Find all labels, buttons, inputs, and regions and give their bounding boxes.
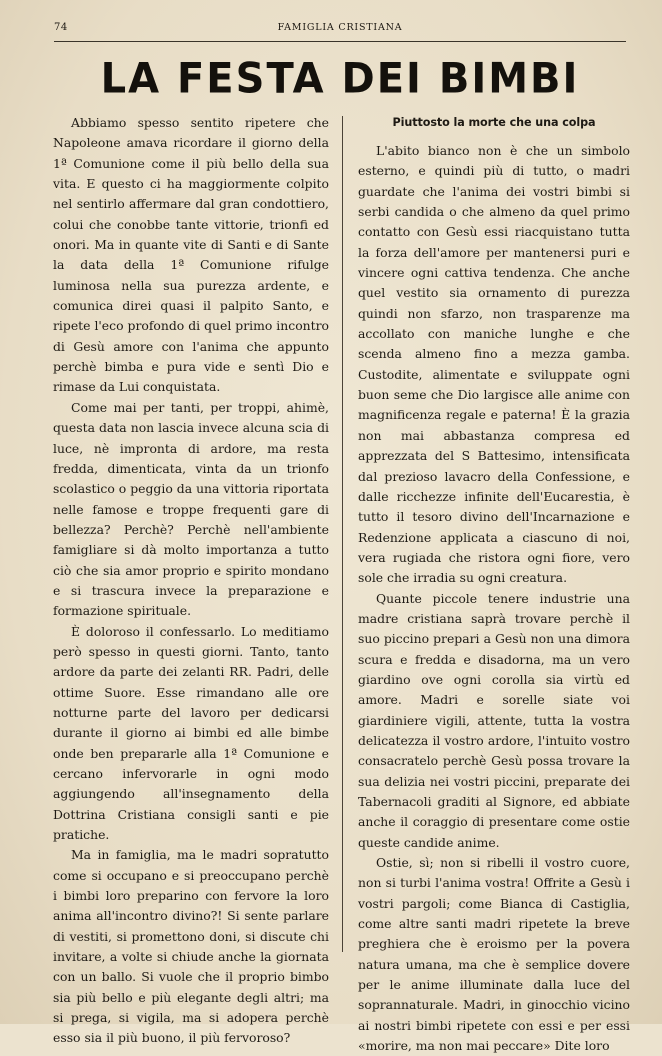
right-column	[358, 113, 630, 1056]
header-rule	[54, 41, 626, 42]
article-title: LA FESTA DEI BIMBI	[100, 54, 580, 104]
column-divider	[342, 116, 343, 952]
paragraph: Ma in famiglia, ma le madri sopratutto come si occupano e si preoccupano perchè i bimbi loro preparino con fervore la loro anima all'incontro divino?! Si sente parlare di vestiti, si promettono doni, si discute chi invitare, a volte si chiude anche la giornata con un ballo. Si vuole che il proprio bimbo sia più bello e più elegante degli altri; ma si prega, si vigila, ma si adopera perchè esso sia il più buono, il più fervoroso?	[53, 847, 329, 1046]
subheading: Piuttosto la morte che una colpa	[392, 116, 596, 129]
running-header	[54, 22, 626, 40]
paragraph: Quante piccole tenere industrie una madre cristiana saprà trovare perchè il suo piccino prepari a Gesù non una dimora scura e fredda e disadorna, ma un vero giardino ove ogni corolla sia virtù ed amore. Madri e sorelle siate voi giardiniere vigili, attente, tutta la vostra delicatezza il vostro ardore, l'intuito vostro consacratelo perchè Gesù possa trovare la sua delizia nei vostri piccini, preparate dei Tabernacoli graditi al Signore, ed abbiate anche il coraggio di presentare come ostie queste candide anime.	[358, 590, 630, 850]
paragraph: Come mai per tanti, per troppi, ahimè, questa data non lascia invece alcuna scia di luce, nè impronta di ardore, ma resta fredda, dimenticata, vinta da un trionfo scolastico o peggio da una vittoria riportata nelle famose e troppe frequenti gare di bellezza? Perchè? Perchè nell'ambiente famigliare si dà molto importanza a tutto ciò che sia amor proprio e spirito mondano e si trascura invece la preparazione e formazione spirituale.	[53, 399, 329, 619]
paragraph: L'abito bianco non è che un simbolo esterno, e quindi più di tutto, o madri guardate che l'anima dei vostri bimbi si serbi candida o che almeno da quel primo contatto con Gesù essi riacquistano tutta la forza dell'amore per mantenersi puri e vincere ogni cattiva tendenza. Che anche quel vestito sia ornamento di purezza quindi non sfarzo, non trasparenze ma accollato con maniche lunghe e che scenda almeno fino a mezza gamba. Custodite, alimentate e sviluppate ogni buon seme che Dio largisce alle anime con magnificenza regale e paterna! È la grazia non mai abbastanza compresa ed apprezzata del S Battesimo, intensificata dal prezioso lavacro della Confessione, e dalle ricchezze infinite dell'Eucarestia, è tutto il tesoro divino dell'Incarnazione e Redenzione applicata a ciascuno di noi, vera rugiada che ristora ogni fiore, vero sole che irradia su ogni creatura.	[358, 143, 630, 586]
paragraph: È doloroso il confessarlo. Lo meditiamo però spesso in questi giorni. Tanto, tanto ardore da parte dei zelanti RR. Padri, delle ottime Suore. Esse rimandano alle ore notturne parte del lavoro per dedicarsi durante il giorno ai bimbi ed alle bimbe onde ben prepararle alla 1ª Comunione e cercano infervorarle in ogni modo aggiungendo all'insegnamento della Dottrina Cristiana consigli santi e pie pratiche.	[53, 623, 329, 843]
page-number: 74	[54, 22, 68, 33]
left-column	[53, 113, 329, 1049]
paragraph: Ostie, sì; non si ribelli il vostro cuore, non si turbi l'anima vostra! Offrite a Gesù i vostri pargoli; come Bianca di Castiglia, come altre santi madri ripetete la breve preghiera che è eroismo per la povera natura umana, ma che è semplice dovere per le anime illuminate dalla luce del soprannaturale. Madri, in ginocchio vicino ai nostri bimbi ripetete con essi e per essi «morire, ma non mai peccare» Dite loro	[358, 855, 630, 1054]
paragraph: Abbiamo spesso sentito ripetere che Napoleone amava ricordare il giorno della 1ª Comunione come il più bello della sua vita. E questo ci ha maggiormente colpito nel sentirlo affermare dal gran condottiero, colui che conobbe tante vittorie, trionfi ed onori. Ma in quante vite di Santi e di Sante la data della 1ª Comunione rifulge luminosa nella sua purezza ardente, e comunica direi quasi il palpito Santo, e ripete l'eco profondo di quel primo incontro di Gesù amore con l'anima che appunto perchè bimba e pura vide e sentì Dio e rimase da Lui conquistata.	[53, 115, 329, 395]
magazine-name: FAMIGLIA CRISTIANA	[277, 22, 403, 33]
